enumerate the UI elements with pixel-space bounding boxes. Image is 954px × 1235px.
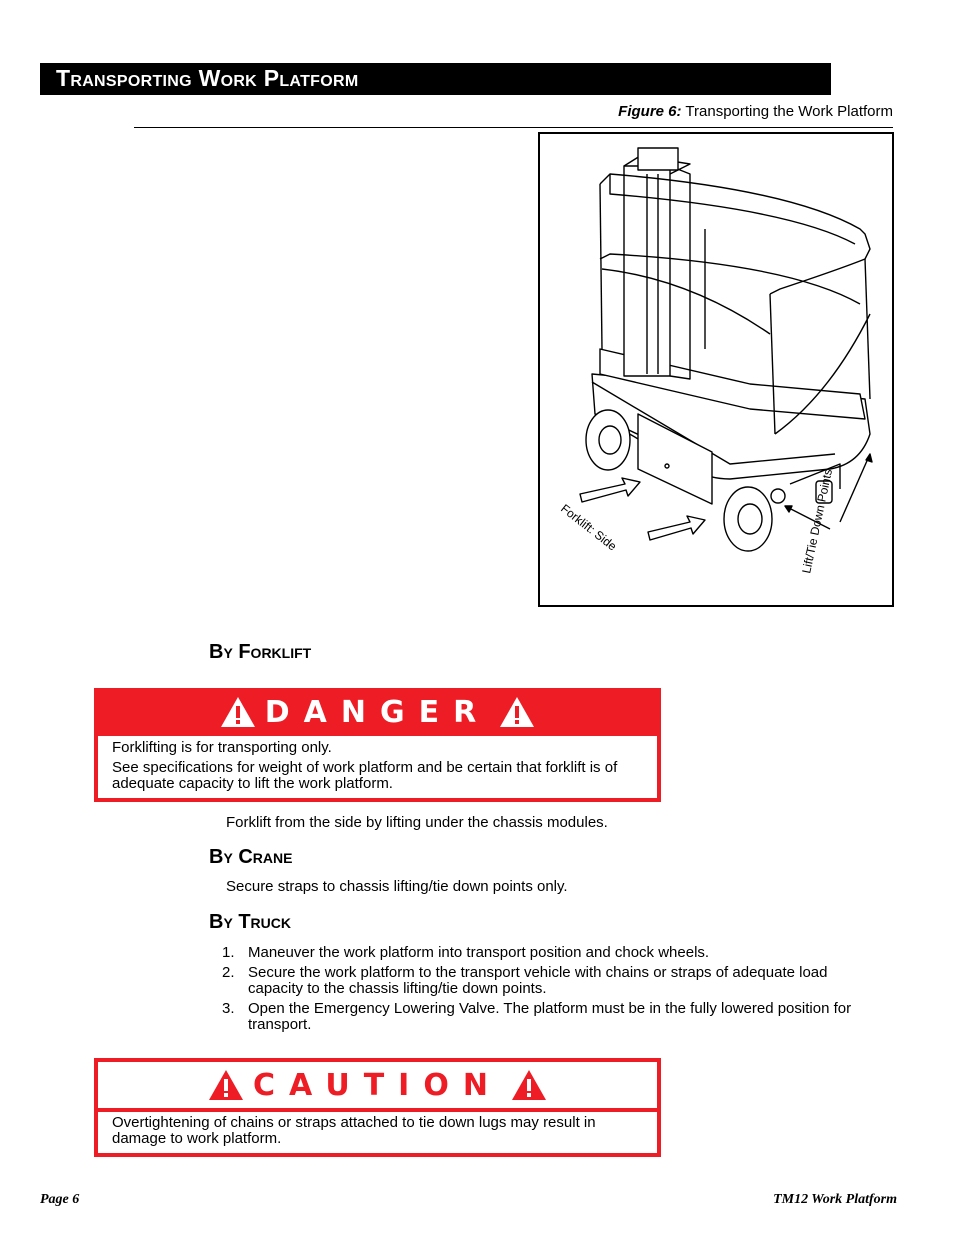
- danger-line: See specifications for weight of work platform and be certain that forklift is of adequate capacity to lift the work platform.: [112, 759, 618, 792]
- warning-triangle-icon: [510, 1068, 548, 1102]
- danger-header: [98, 688, 657, 736]
- danger-line: Forklifting is for transporting only.: [112, 739, 332, 756]
- caution-box: [94, 1058, 661, 1157]
- tie-down-points-label: Lift/Tie Down Points: [799, 467, 836, 575]
- footer-page-number: Page 6: [40, 1192, 80, 1207]
- danger-body: [98, 736, 657, 798]
- warning-triangle-icon: [219, 695, 257, 729]
- section-heading-forklift: By Forklift: [209, 641, 312, 663]
- figure-caption: [618, 103, 893, 120]
- caution-body: Overtightening of chains or straps attached to tie down lugs may result in damage to work platform.: [98, 1112, 657, 1153]
- figure-label: Figure 6:: [618, 103, 682, 120]
- truck-steps-list: [222, 945, 882, 1037]
- warning-triangle-icon: [207, 1068, 245, 1102]
- page-title: Transporting Work Platform: [40, 63, 831, 95]
- figure-rule: [134, 127, 893, 128]
- forklift-side-label: Forklift: Side: [558, 501, 620, 554]
- work-platform-drawing: [540, 134, 892, 605]
- section-heading-crane: By Crane: [209, 846, 293, 868]
- footer-document-title: TM12 Work Platform: [773, 1192, 897, 1207]
- section-heading-truck: By Truck: [209, 911, 291, 933]
- crane-instructions: Secure straps to chassis lifting/tie down points only.: [226, 878, 568, 895]
- caution-title: CAUTION: [253, 1067, 502, 1103]
- danger-box: [94, 688, 661, 802]
- list-item: 1. Maneuver the work platform into transport position and chock wheels.: [222, 944, 710, 961]
- figure-caption-text: Transporting the Work Platform: [685, 103, 893, 120]
- forklift-instructions: Forklift from the side by lifting under the chassis modules.: [226, 814, 608, 831]
- figure-illustration: [538, 132, 894, 607]
- danger-title: DANGER: [264, 694, 491, 730]
- caution-header: [98, 1062, 657, 1108]
- list-item: 3. Open the Emergency Lowering Valve. The platform must be in the fully lowered position for transport.: [222, 1000, 852, 1033]
- warning-triangle-icon: [498, 695, 536, 729]
- list-item: 2. Secure the work platform to the transport vehicle with chains or straps of adequate load capacity to the chassis lifting/tie down points.: [222, 964, 828, 997]
